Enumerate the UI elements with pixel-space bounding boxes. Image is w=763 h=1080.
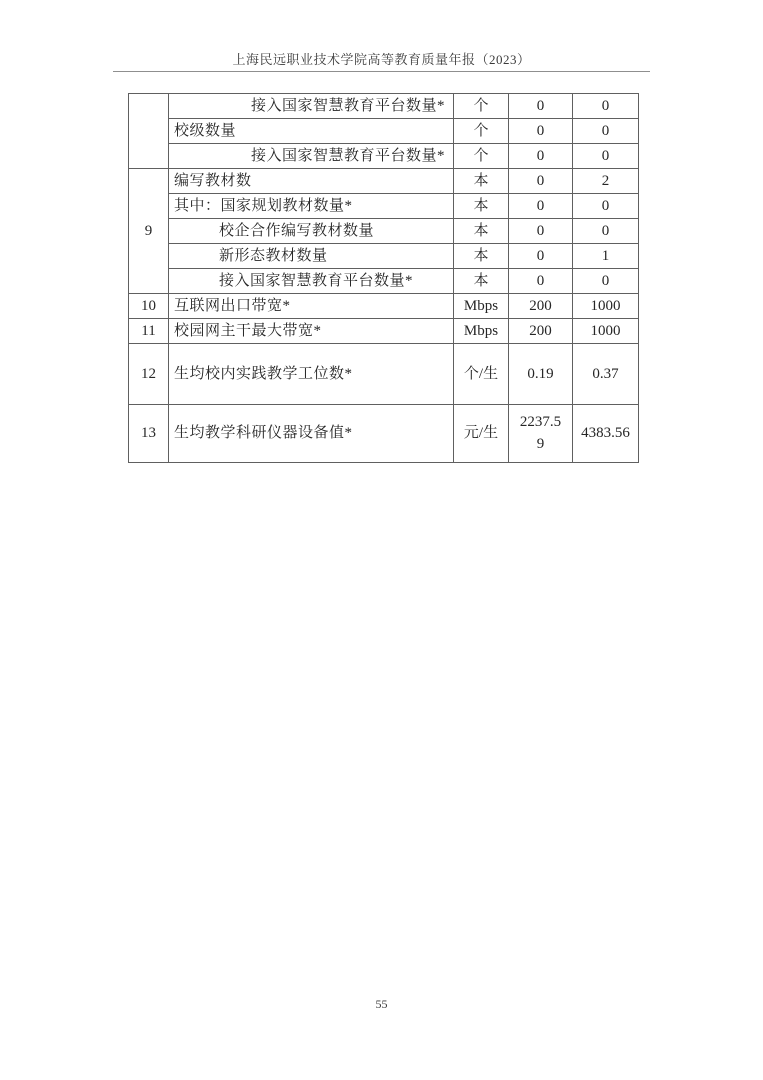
- value-cell-prev: 0: [509, 219, 573, 244]
- value-cell-curr: 0.37: [573, 344, 639, 405]
- row-number-cell: 9: [129, 169, 169, 294]
- value-cell-curr: 0: [573, 194, 639, 219]
- indicator-name-cell: 编写教材数: [169, 169, 454, 194]
- value-cell-curr: 2: [573, 169, 639, 194]
- unit-cell: 个: [454, 144, 509, 169]
- value-cell-curr: 0: [573, 119, 639, 144]
- table-row: [129, 144, 639, 169]
- value-cell-curr: 4383.56: [573, 405, 639, 463]
- unit-cell: 本: [454, 169, 509, 194]
- indicator-name-cell: 接入国家智慧教育平台数量*: [169, 144, 454, 169]
- row-number-cell: 13: [129, 405, 169, 463]
- value-cell-curr: 1000: [573, 294, 639, 319]
- indicator-name-cell: 校级数量: [169, 119, 454, 144]
- unit-cell: 本: [454, 219, 509, 244]
- table-row: [129, 405, 639, 463]
- table-row: [129, 169, 639, 194]
- indicator-name-cell: 接入国家智慧教育平台数量*: [169, 94, 454, 119]
- value-cell-curr: 0: [573, 144, 639, 169]
- quality-report-table: [128, 93, 639, 463]
- value-cell-prev: 0: [509, 94, 573, 119]
- indicator-name-cell: 校企合作编写教材数量: [169, 219, 454, 244]
- value-cell-curr: 0: [573, 219, 639, 244]
- table-row: [129, 119, 639, 144]
- indicator-name-cell: 互联网出口带宽*: [169, 294, 454, 319]
- value-cell-prev: 0: [509, 169, 573, 194]
- indicator-name-cell: 接入国家智慧教育平台数量*: [169, 269, 454, 294]
- page-number: 55: [375, 997, 388, 1011]
- wrapped-value: 2237.59: [519, 413, 562, 452]
- unit-cell: Mbps: [454, 294, 509, 319]
- unit-cell: 元/生: [454, 405, 509, 463]
- indicator-name-cell: 新形态教材数量: [169, 244, 454, 269]
- unit-cell: 个: [454, 94, 509, 119]
- indicator-name-cell: 生均校内实践教学工位数*: [169, 344, 454, 405]
- unit-cell: Mbps: [454, 319, 509, 344]
- table-row: [129, 344, 639, 405]
- unit-cell: 本: [454, 269, 509, 294]
- table-row: [129, 194, 639, 219]
- value-cell-prev: [509, 405, 573, 463]
- value-cell-prev: 200: [509, 319, 573, 344]
- indicator-name-cell: 校园网主干最大带宽*: [169, 319, 454, 344]
- table-row: [129, 94, 639, 119]
- value-cell-curr: 0: [573, 94, 639, 119]
- row-number-cell: [129, 94, 169, 169]
- value-cell-prev: 0: [509, 269, 573, 294]
- value-cell-prev: 200: [509, 294, 573, 319]
- unit-cell: 本: [454, 194, 509, 219]
- value-cell-curr: 1000: [573, 319, 639, 344]
- table-row: [129, 244, 639, 269]
- unit-cell: 个/生: [454, 344, 509, 405]
- indicator-name-cell: 生均教学科研仪器设备值*: [169, 405, 454, 463]
- indicator-name-cell: 其中：国家规划教材数量*: [169, 194, 454, 219]
- value-cell-prev: 0: [509, 144, 573, 169]
- row-number-cell: 11: [129, 319, 169, 344]
- unit-cell: 个: [454, 119, 509, 144]
- value-cell-prev: 0.19: [509, 344, 573, 405]
- value-cell-prev: 0: [509, 244, 573, 269]
- page-header-title: 上海民远职业技术学院高等教育质量年报（2023）: [113, 49, 650, 72]
- row-number-cell: 10: [129, 294, 169, 319]
- table-row: [129, 269, 639, 294]
- table-row: [129, 319, 639, 344]
- value-cell-curr: 1: [573, 244, 639, 269]
- value-cell-prev: 0: [509, 119, 573, 144]
- unit-cell: 本: [454, 244, 509, 269]
- table-row: [129, 294, 639, 319]
- row-number-cell: 12: [129, 344, 169, 405]
- table-row: [129, 219, 639, 244]
- value-cell-prev: 0: [509, 194, 573, 219]
- value-cell-curr: 0: [573, 269, 639, 294]
